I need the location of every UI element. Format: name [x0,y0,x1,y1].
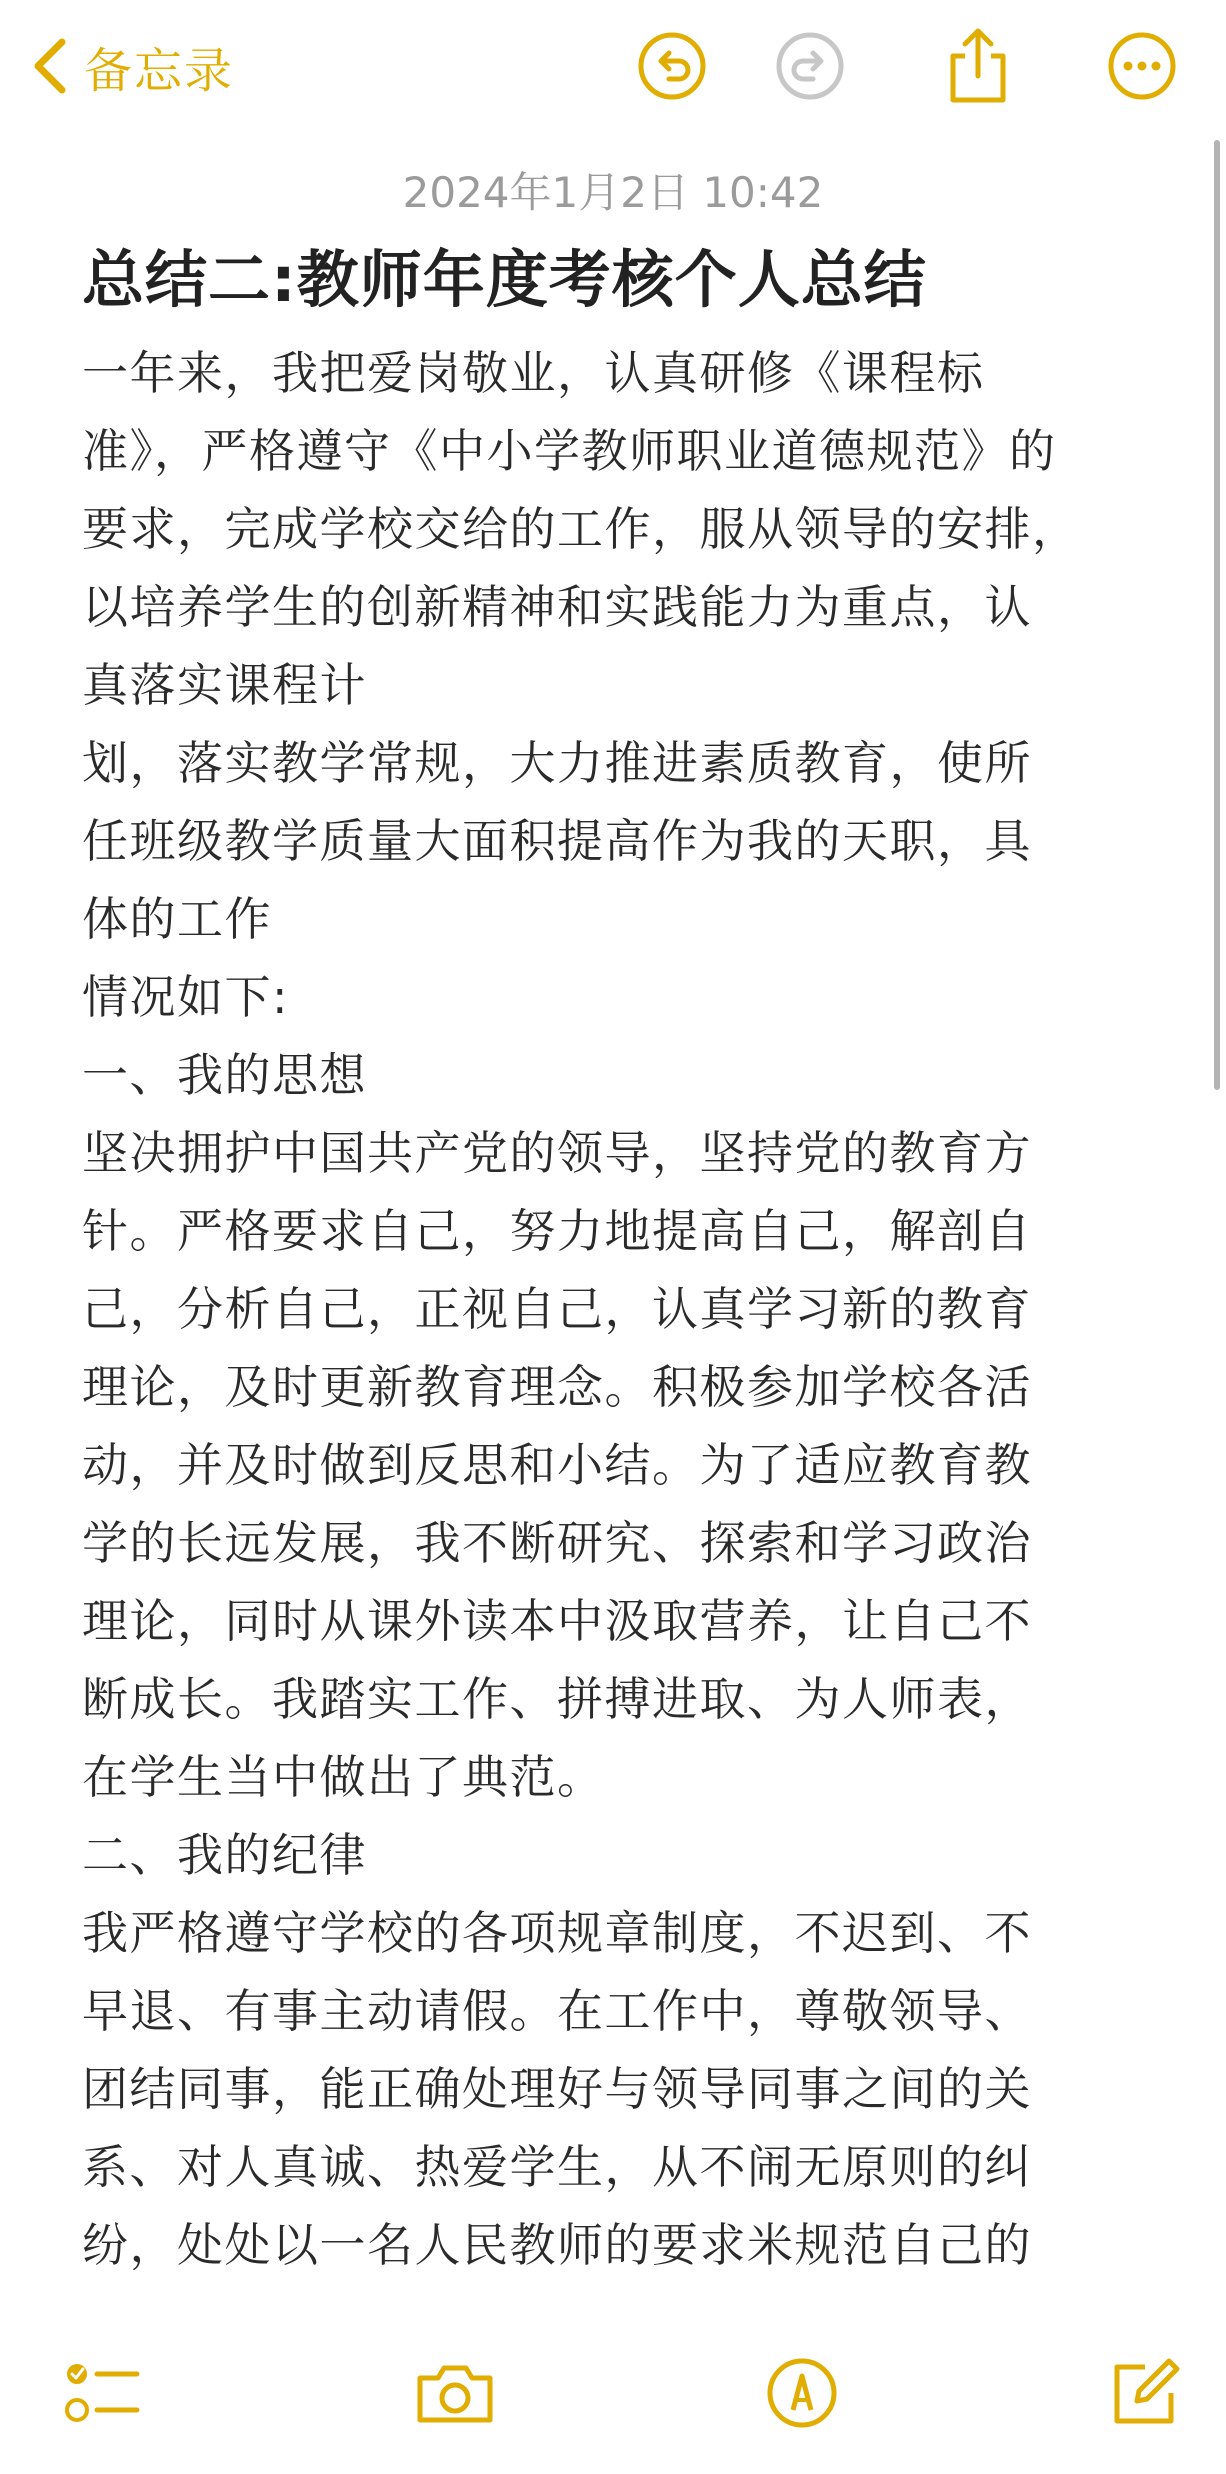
redo-icon [775,31,845,101]
note-line: 针。严格要求自己，努力地提高自己，解剖自 [82,1204,1032,1258]
note-line: 以培养学生的创新精神和实践能力为重点，认 [82,580,1032,634]
redo-button[interactable] [770,26,850,106]
note-line: 学的长远发展，我不断研究、探索和学习政治 [82,1516,1032,1570]
camera-icon [412,2358,498,2428]
scrollbar[interactable] [1214,140,1220,1090]
chevron-left-icon [30,36,70,96]
note-line: 真落实课程计 [82,658,367,712]
note-line: 我严格遵守学校的各项规章制度，不迟到、不 [82,1906,1032,1960]
compose-icon [1107,2355,1183,2431]
note-timestamp: 2024年1月2日 10:42 [402,168,824,217]
note-line: 理论，及时更新教育理念。积极参加学校各活 [82,1360,1032,1414]
checklist-button[interactable] [58,2348,148,2438]
note-line: 早退、有事主动请假。在工作中，尊敬领导、 [82,1984,1032,2038]
back-label: 备忘录 [84,42,235,99]
note-line: 二、我的纪律 [82,1828,367,1882]
camera-button[interactable] [410,2348,500,2438]
note-line: 理论，同时从课外读本中汲取营养，让自己不 [82,1594,1032,1648]
note-body[interactable] [82,334,1162,2284]
markup-button[interactable] [757,2348,847,2438]
more-icon [1107,31,1177,101]
note-title[interactable]: 总结二:教师年度考核个人总结 [82,243,927,316]
navigation-bar [0,0,1226,140]
share-button[interactable] [938,26,1018,106]
note-line: 断成长。我踏实工作、拼搏进取、为人师表， [82,1672,1032,1726]
note-line: 己，分析自己，正视自己，认真学习新的教育 [82,1282,1032,1336]
note-line: 动，并及时做到反思和小结。为了适应教育教 [82,1438,1032,1492]
note-content[interactable] [82,240,1162,2284]
note-line: 在学生当中做出了典范。 [82,1750,605,1804]
more-button[interactable] [1102,26,1182,106]
note-line: 团结同事，能正确处理好与领导同事之间的关 [82,2062,1032,2116]
back-button[interactable] [30,26,234,106]
markup-pen-icon [765,2356,839,2430]
note-line: 坚决拥护中国共产党的领导，坚持党的教育方 [82,1126,1032,1180]
note-line: 一、我的思想 [82,1048,367,1102]
undo-icon [637,31,707,101]
note-line: 划，落实教学常规，大力推进素质教育，使所 [82,736,1032,790]
bottom-toolbar [0,2330,1226,2450]
note-line: 一年来，我把爱岗敬业，认真研修《课程标 [82,346,985,400]
note-line: 情况如下: [82,970,289,1024]
note-line: 体的工作 [82,892,272,946]
checklist-icon [63,2358,143,2428]
note-line: 要求，完成学校交给的工作，服从领导的安排， [82,502,1080,556]
undo-button[interactable] [632,26,712,106]
note-line: 任班级教学质量大面积提高作为我的天职，具 [82,814,1032,868]
compose-button[interactable] [1100,2348,1190,2438]
note-line: 纷，处处以一名人民教师的要求米规范自己的 [82,2218,1032,2272]
note-line: 系、对人真诚、热爱学生，从不闹无原则的纠 [82,2140,1032,2194]
note-line: 准》，严格遵守《中小学教师职业道德规范》的 [82,424,1057,478]
share-icon [943,26,1013,106]
